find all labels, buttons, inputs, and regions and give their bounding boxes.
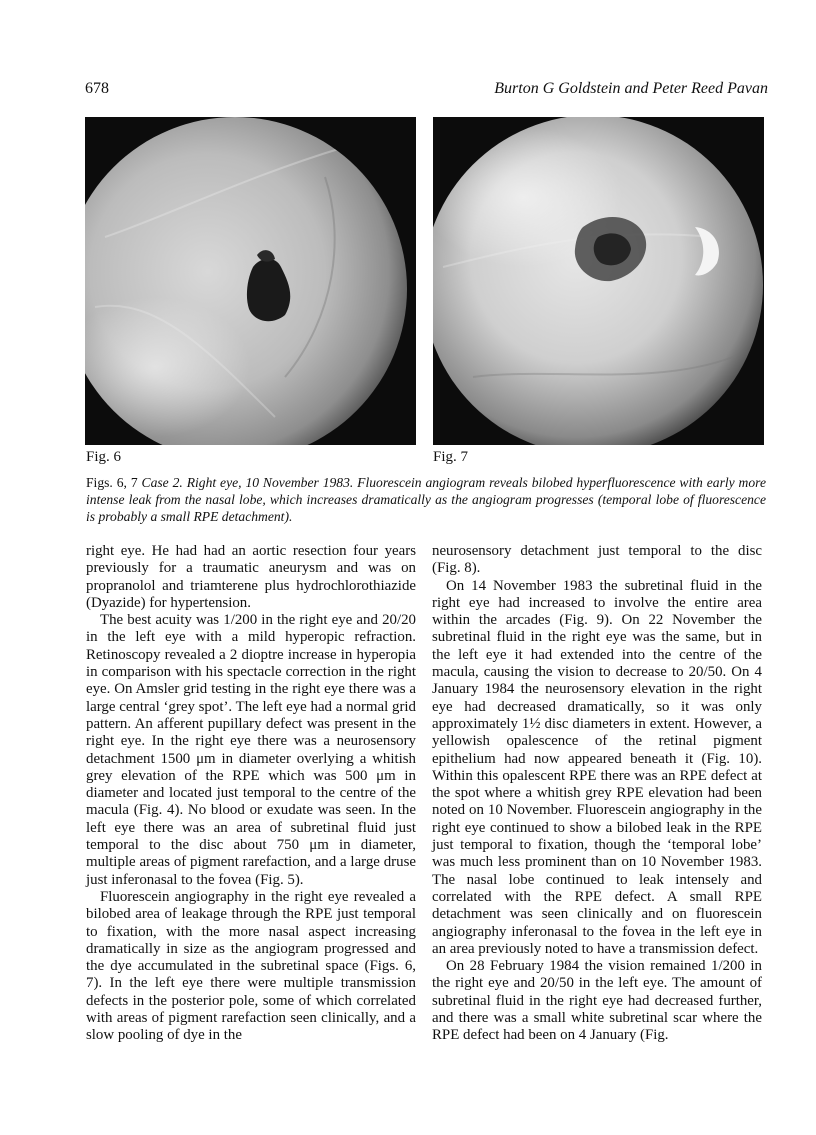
page-number: 678 — [85, 80, 109, 97]
figure-7-angiogram — [433, 117, 764, 445]
figure-caption — [86, 474, 766, 525]
running-head: Burton G Goldstein and Peter Reed Pavan — [494, 80, 768, 97]
caption-head: Figs. 6, 7 — [86, 475, 142, 490]
paragraph: On 28 February 1984 the vision remained 1/200 in the right eye and 20/50 in the left eye. The amount of subretinal fluid in the right eye had decreased further, and there was a small white subretinal scar where the RPE defect had been on 4 January (Fig. — [432, 958, 762, 1044]
figure-6-angiogram — [85, 117, 416, 445]
paragraph: neurosensory detachment just temporal to the disc (Fig. 8). — [432, 543, 762, 577]
paragraph: The best acuity was 1/200 in the right eye and 20/20 in the left eye with a mild hyperopic refraction. Retinoscopy revealed a 2 dioptre increase in hyperopia in comparison with his spectacle correction in the right eye. On Amsler grid testing in the right eye there was a large central ‘grey spot’. The left eye had a normal grid pattern. An afferent pupillary defect was present in the right eye. In the right eye there was a neurosensory detachment 1500 μm in diameter overlying a whitish grey elevation of the RPE which was 500 μm in diameter and located just temporal to the centre of the macula (Fig. 4). No blood or exudate was seen. In the left eye there was an area of subretinal fluid just temporal to the disc about 750 μm in diameter, multiple areas of pigment rarefaction, and a large druse just inferonasal to the fovea (Fig. 5). — [86, 612, 416, 888]
paragraph: right eye. He had had an aortic resection four years previously for a traumatic aneurysm and was on propranolol and triamterene plus hydrochlorothiazide (Dyazide) for hypertension. — [86, 543, 416, 611]
body-column-left — [86, 543, 416, 1045]
paragraph: Fluorescein angiography in the right eye revealed a bilobed area of leakage through the RPE just temporal to fixation, with the more nasal aspect increasing dramatically in size as the angiogram progressed and the dye accumulated in the subretinal space (Figs. 6, 7). In the left eye there were multiple transmission defects in the posterior pole, some of which correlated with areas of pigment rarefaction seen clinically, and a slow pooling of dye in the — [86, 888, 416, 1044]
caption-body: Case 2. Right eye, 10 November 1983. Fluorescein angiogram reveals bilobed hyperfluorescence with early more intense leak from the nasal lobe, which increases dramatically as the angiogram progresses (temporal lobe of fluorescence is probably a small RPE detachment). — [86, 475, 766, 524]
body-column-right — [432, 543, 762, 1045]
figure-6-image — [85, 117, 416, 445]
figure-7-image — [433, 117, 764, 445]
figure-7-label: Fig. 7 — [433, 449, 469, 465]
paragraph: On 14 November 1983 the subretinal fluid in the right eye had increased to involve the entire area within the arcades (Fig. 9). On 22 November the subretinal fluid in the right eye was the same, but in the left eye it had extended into the centre of the macula, causing the vision to decrease to 20/50. On 4 January 1984 the neurosensory elevation in the right eye had decreased dramatically, so it was only approximately 1½ disc diameters in extent. However, a yellowish opalescence of the retinal pigment epithelium had now appeared beneath it (Fig. 10). Within this opalescent RPE there was an RPE defect at the spot where a whitish grey RPE elevation had been noted on 10 November. Fluorescein angiography in the right eye continued to show a bilobed leak in the RPE just temporal to fixation, though the ‘temporal lobe’ was much less prominent than on 10 November 1983. The nasal lobe continued to leak intensely and correlated with the RPE defect. A small RPE detachment was seen clinically and on fluorescein angiography inferonasal to the fovea in the left eye in an area previously noted to have a transmission defect. — [432, 577, 762, 957]
figure-6-label: Fig. 6 — [86, 449, 122, 465]
